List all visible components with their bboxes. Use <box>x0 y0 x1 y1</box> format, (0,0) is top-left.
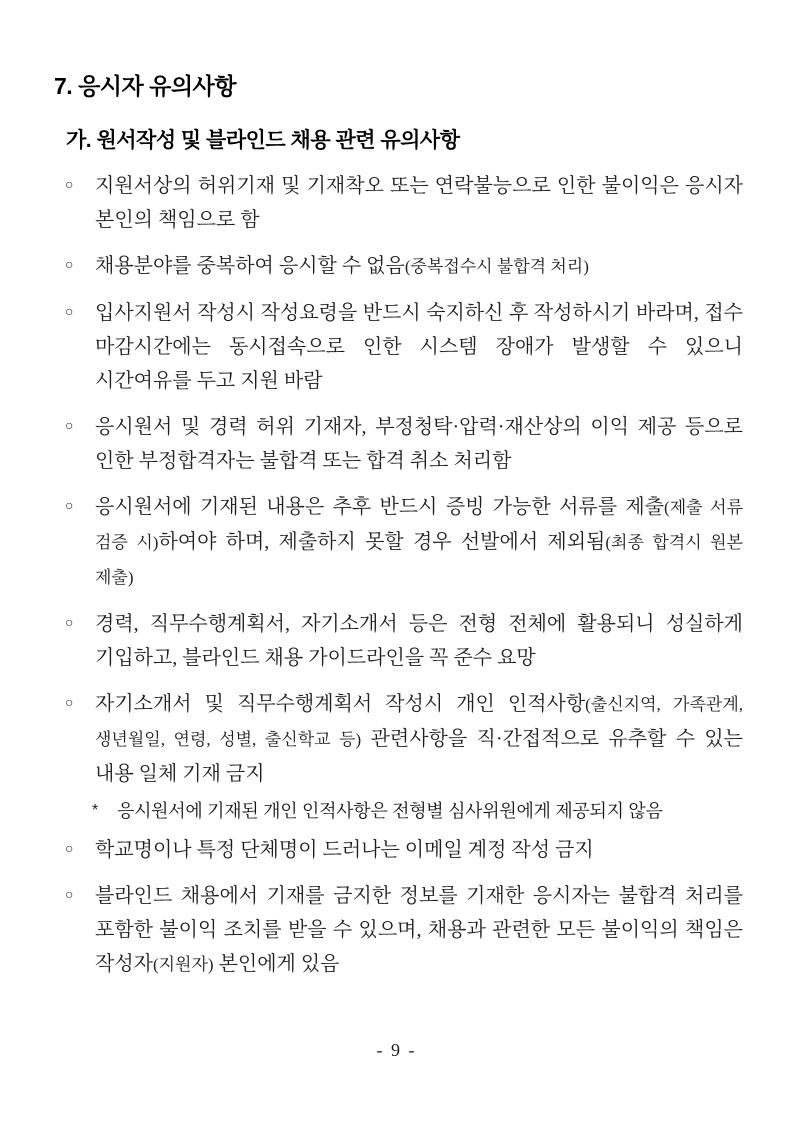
asterisk-marker-icon: * <box>92 802 99 819</box>
circle-bullet-icon: ○ <box>65 499 74 514</box>
notice-text <box>95 169 743 237</box>
note-item <box>65 797 743 825</box>
text-segment: 자기소개서 및 직무수행계획서 작성시 개인 인적사항 <box>95 693 586 715</box>
text-segment: 하여야 하며, 제출하지 못할 경우 선발에서 제외됨 <box>158 531 606 553</box>
notice-item <box>65 490 743 595</box>
notice-item <box>65 410 743 478</box>
circle-bullet-icon: ○ <box>65 305 74 320</box>
notice-item <box>65 296 743 398</box>
text-segment: (중복접수시 불합격 처리) <box>404 257 589 276</box>
notice-item <box>65 607 743 675</box>
text-segment: (지원자) <box>152 955 214 974</box>
notice-item <box>65 169 743 237</box>
circle-bullet-icon: ○ <box>65 842 74 857</box>
text-segment: (최종 합격시 원본 제출) <box>95 533 743 587</box>
circle-bullet-icon: ○ <box>65 258 74 273</box>
text-segment: (출신지역, 가족관계, 생년월일, 연령, 성별, 출신학교 등) <box>95 695 743 749</box>
notice-text <box>95 296 743 398</box>
notice-text <box>95 687 743 791</box>
notice-text <box>95 490 743 595</box>
page-number: - 9 - <box>376 1040 417 1060</box>
text-segment: (제출 서류 검증 시) <box>95 498 743 552</box>
notice-text <box>95 249 743 284</box>
circle-bullet-icon: ○ <box>65 419 74 434</box>
text-segment: 응시원서에 기재된 개인 인적사항은 전형별 심사위원에게 제공되지 않음 <box>117 801 663 821</box>
notice-text <box>95 879 743 982</box>
subsection-title: 가. 원서작성 및 블라인드 채용 관련 유의사항 <box>66 129 460 152</box>
circle-bullet-icon: ○ <box>65 696 74 711</box>
text-segment: 지원서상의 허위기재 및 기재착오 또는 연락불능으로 인한 불이익은 응시자 본인의 책임으로 함 <box>95 175 743 231</box>
circle-bullet-icon: ○ <box>65 178 74 193</box>
text-segment: 본인에게 있음 <box>213 953 340 975</box>
notice-list <box>65 169 743 994</box>
notice-item <box>65 833 743 867</box>
text-segment: 입사지원서 작성시 작성요령을 반드시 숙지하신 후 작성하시기 바라며, 접수 마감시간에는 동시접속으로 인한 시스템 장애가 발생할 수 있으니 시간여유를 두고 지원 바람 <box>95 302 743 392</box>
circle-bullet-icon: ○ <box>65 888 74 903</box>
notice-item <box>65 879 743 982</box>
note-text <box>117 797 743 825</box>
notice-item <box>65 687 743 791</box>
text-segment: 블라인드 채용에서 기재를 금지한 정보를 기재한 응시자는 불합격 처리를 포함한 불이익 조치를 받을 수 있으며, 채용과 관련한 모든 불이익의 책임은 작성자 <box>95 885 743 975</box>
notice-text <box>95 833 743 867</box>
circle-bullet-icon: ○ <box>65 616 74 631</box>
text-segment: 관련사항을 직·간접적으로 유추할 수 있는 내용 일체 기재 금지 <box>95 728 743 785</box>
text-segment: 응시원서에 기재된 내용은 추후 반드시 증빙 가능한 서류를 제출 <box>95 496 665 518</box>
text-segment: 응시원서 및 경력 허위 기재자, 부정청탁·압력·재산상의 이익 제공 등으로 인한 부정합격자는 불합격 또는 합격 취소 처리함 <box>95 416 743 472</box>
notice-item <box>65 249 743 284</box>
text-segment: 채용분야를 중복하여 응시할 수 없음 <box>95 255 405 277</box>
section-title: 7. 응시자 유의사항 <box>54 73 236 99</box>
notice-text <box>95 410 743 478</box>
notice-text <box>95 607 743 675</box>
text-segment: 학교명이나 특정 단체명이 드러나는 이메일 계정 작성 금지 <box>95 839 594 861</box>
text-segment: 경력, 직무수행계획서, 자기소개서 등은 전형 전체에 활용되니 성실하게 기입하고, 블라인드 채용 가이드라인을 꼭 준수 요망 <box>95 613 743 669</box>
